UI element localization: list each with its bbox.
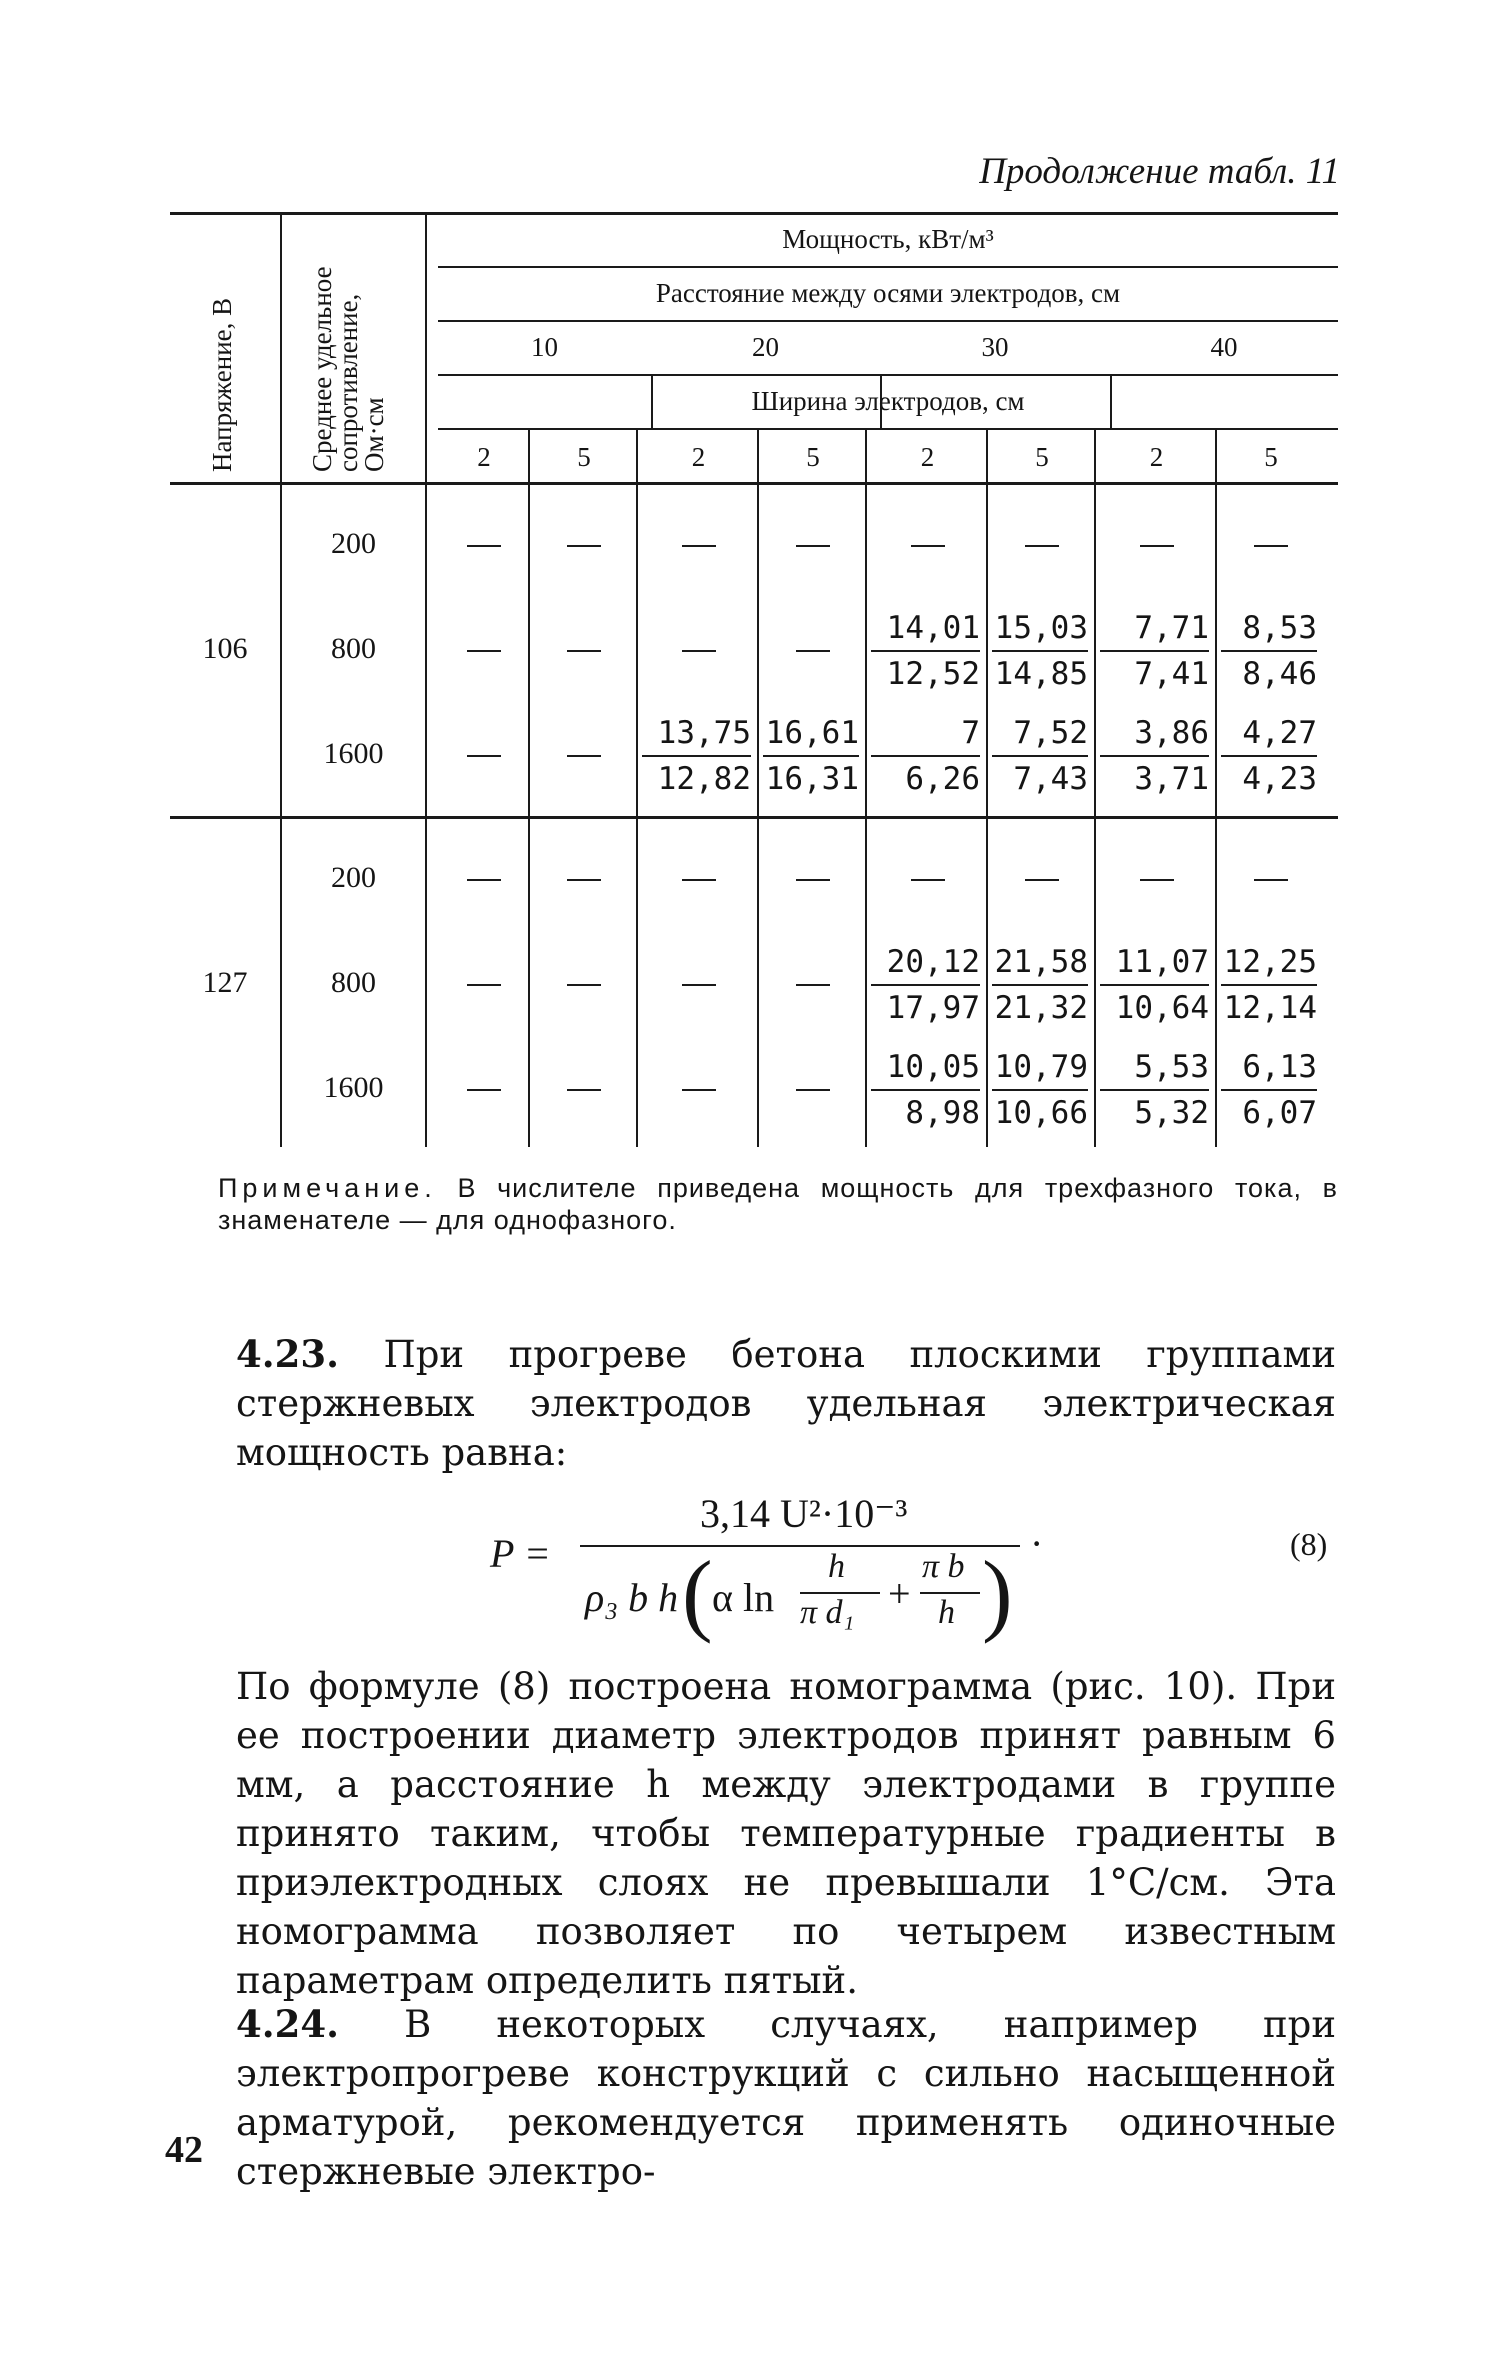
empty-dash (467, 650, 501, 652)
distance-value: 40 (1210, 332, 1238, 362)
single-phase-value: 14,85 (992, 650, 1088, 696)
single-phase-value: 4,23 (1221, 755, 1317, 801)
formula-plus: + (888, 1571, 911, 1616)
empty-dash (467, 545, 501, 547)
empty-dash (682, 1089, 716, 1091)
empty-dash (682, 545, 716, 547)
power-fraction (1100, 606, 1209, 696)
resistivity-value: 800 (331, 632, 376, 665)
three-phase-value: 7,71 (1134, 610, 1209, 646)
power-fraction (992, 711, 1088, 801)
empty-dash (1140, 545, 1174, 547)
power-fraction (1221, 1045, 1317, 1135)
header-width: Ширина электродов, см (751, 386, 1025, 416)
three-phase-value: 3,86 (1134, 715, 1209, 751)
empty-dash (796, 879, 830, 881)
paragraph-text: По формуле (8) построена номограмма (рис. 10). При ее построении диаметр электродов принят равным 6 мм, а расстояние h между электродами в группе принято таким, чтобы температурные градиенты в приэлектродных слоях не превышали 1°С/см. Эта номограмма позволяет по четырем известным параметрам определить пятый. (236, 1665, 1336, 2002)
rule-under-power (438, 266, 1338, 268)
empty-dash (911, 545, 945, 547)
rule-under-distance (438, 320, 1338, 322)
single-phase-value: 12,52 (871, 650, 980, 696)
vline-data-col (1094, 428, 1096, 1147)
empty-dash (796, 545, 830, 547)
resistivity-value: 200 (331, 861, 376, 894)
power-fraction (1100, 1045, 1209, 1135)
formula-frac2-num: π b (922, 1548, 965, 1585)
single-phase-value: 7,43 (992, 755, 1088, 801)
three-phase-value: 6,13 (1242, 1049, 1317, 1085)
vline-data-col (528, 428, 530, 1147)
power-fraction (871, 1045, 980, 1135)
formula-number: (8) (1290, 1526, 1328, 1562)
single-phase-value: 8,98 (871, 1089, 980, 1135)
single-phase-value: 12,82 (642, 755, 751, 801)
distance-value: 30 (981, 332, 1009, 362)
width-value: 2 (1149, 442, 1164, 472)
power-fraction (1100, 940, 1209, 1030)
header-bottom-rule (170, 482, 1338, 485)
empty-dash (567, 755, 601, 757)
header-resistivity-line2: сопротивление, (333, 293, 363, 472)
power-fraction (992, 1045, 1088, 1135)
empty-dash (567, 879, 601, 881)
paragraph-formula-8 (236, 1662, 1336, 2005)
single-phase-value: 8,46 (1221, 650, 1317, 696)
distance-value: 10 (531, 332, 558, 362)
three-phase-value: 7 (961, 715, 980, 751)
header-distance: Расстояние между осями электродов, см (655, 278, 1121, 308)
width-value: 5 (806, 442, 820, 472)
empty-dash (567, 1089, 601, 1091)
single-phase-value: 10,66 (992, 1089, 1088, 1135)
vline-data-col (1215, 428, 1217, 1147)
width-value: 5 (1264, 442, 1278, 472)
three-phase-value: 10,05 (886, 1049, 980, 1085)
empty-dash (796, 1089, 830, 1091)
resistivity-value: 800 (331, 966, 376, 999)
power-fraction (1221, 711, 1317, 801)
paragraph-text: При прогреве бетона плоскими группами стержневых электродов удельная электрическая мощность равна: (236, 1333, 1336, 1474)
formula-main-bar (580, 1545, 1020, 1547)
three-phase-value: 20,12 (886, 944, 980, 980)
empty-dash (1025, 545, 1059, 547)
paragraph-text: В некоторых случаях, например при электропрогреве конструкций с сильно насыщенной арматурой, рекомендуется применять одиночные стержневые электро- (236, 2003, 1336, 2193)
resistivity-value: 200 (331, 527, 376, 560)
formula-close-paren: ) (982, 1542, 1013, 1644)
empty-dash (682, 650, 716, 652)
empty-dash (682, 879, 716, 881)
empty-dash (467, 879, 501, 881)
group-separator-rule (170, 816, 1338, 819)
header-resistivity-line1: Среднее удельное (307, 266, 337, 472)
table-top-rule (170, 212, 1338, 215)
power-fraction (871, 940, 980, 1030)
three-phase-value: 16,61 (765, 715, 859, 751)
empty-dash (567, 545, 601, 547)
single-phase-value: 12,14 (1221, 984, 1317, 1030)
power-fraction (871, 711, 980, 801)
single-phase-value: 3,71 (1100, 755, 1209, 801)
three-phase-value: 15,03 (994, 610, 1088, 646)
single-phase-value: 17,97 (871, 984, 980, 1030)
header-resistivity-line3: Ом·см (359, 397, 389, 472)
empty-dash (1025, 879, 1059, 881)
formula-8 (490, 1490, 1340, 1644)
three-phase-value: 4,27 (1242, 715, 1317, 751)
width-value: 2 (691, 442, 706, 472)
paragraph-4-24 (236, 2000, 1336, 2196)
three-phase-value: 13,75 (657, 715, 751, 751)
distance-value: 20 (752, 332, 779, 362)
vline-data-col (636, 428, 638, 1147)
empty-dash (1254, 545, 1288, 547)
vline-resistivity (425, 212, 427, 1147)
formula-open-paren: ( (682, 1542, 713, 1644)
width-value: 5 (1035, 442, 1049, 472)
voltage-value: 106 (202, 632, 248, 665)
vline-data-col (986, 428, 988, 1147)
single-phase-value: 21,32 (992, 984, 1088, 1030)
three-phase-value: 7,52 (1013, 715, 1088, 751)
rule-under-width (438, 428, 1338, 430)
vline-data-col (757, 428, 759, 1147)
formula-dot: · (1030, 1521, 1044, 1566)
formula-lhs: P = (490, 1531, 551, 1576)
vline-data-col (865, 428, 867, 1147)
empty-dash (567, 984, 601, 986)
single-phase-value: 7,41 (1100, 650, 1209, 696)
paragraph-number: 4.24. (236, 2002, 339, 2046)
three-phase-value: 8,53 (1242, 610, 1317, 646)
page-number: 42 (165, 2129, 203, 2171)
width-value: 5 (577, 442, 591, 472)
power-fraction (871, 606, 980, 696)
rule-under-distances (438, 374, 1338, 376)
power-fraction (992, 940, 1088, 1030)
table-note (218, 1172, 1338, 1236)
single-phase-value: 10,64 (1100, 984, 1209, 1030)
power-fraction (642, 711, 751, 801)
width-value: 2 (920, 442, 935, 472)
paragraph-number: 4.23. (236, 1332, 339, 1376)
formula-alpha-ln: α ln (712, 1575, 775, 1620)
empty-dash (467, 755, 501, 757)
single-phase-value: 16,31 (763, 755, 859, 801)
voltage-value: 127 (202, 966, 248, 999)
empty-dash (796, 650, 830, 652)
three-phase-value: 12,25 (1223, 944, 1317, 980)
single-phase-value: 6,07 (1221, 1089, 1317, 1135)
three-phase-value: 14,01 (886, 610, 980, 646)
three-phase-value: 10,79 (994, 1049, 1088, 1085)
note-text: В числителе приведена мощность для трехфазного тока, в знаменателе — для однофазного. (218, 1173, 1338, 1235)
paragraph-4-23 (236, 1330, 1336, 1477)
single-phase-value: 6,26 (871, 755, 980, 801)
formula-frac1-num: h (828, 1548, 845, 1585)
header-voltage: Напряжение, В (207, 297, 237, 472)
three-phase-value: 11,07 (1115, 944, 1209, 980)
empty-dash (467, 1089, 501, 1091)
resistivity-value: 1600 (323, 1071, 384, 1104)
note-label: Примечание. (218, 1173, 437, 1203)
three-phase-value: 21,58 (994, 944, 1088, 980)
formula-numerator: 3,14 U²·10⁻³ (700, 1491, 908, 1536)
table-caption: Продолжение табл. 11 (979, 151, 1340, 192)
three-phase-value: 5,53 (1134, 1049, 1209, 1085)
header-power: Мощность, кВт/м³ (782, 224, 994, 254)
vline-voltage (280, 212, 282, 1147)
power-fraction (1221, 940, 1317, 1030)
empty-dash (911, 879, 945, 881)
empty-dash (796, 984, 830, 986)
empty-dash (1254, 879, 1288, 881)
empty-dash (682, 984, 716, 986)
empty-dash (567, 650, 601, 652)
formula-frac2-den: h (938, 1594, 955, 1631)
formula-frac1-den: π d₁ (800, 1594, 855, 1631)
resistivity-value: 1600 (323, 737, 384, 770)
power-fraction (992, 606, 1088, 696)
power-fraction (1221, 606, 1317, 696)
power-table (170, 212, 1338, 1147)
width-value: 2 (477, 442, 491, 472)
power-fraction (763, 711, 859, 801)
single-phase-value: 5,32 (1100, 1089, 1209, 1135)
empty-dash (1140, 879, 1174, 881)
formula-denominator-prefix: ρ₃ b h (585, 1575, 679, 1620)
empty-dash (467, 984, 501, 986)
power-fraction (1100, 711, 1209, 801)
